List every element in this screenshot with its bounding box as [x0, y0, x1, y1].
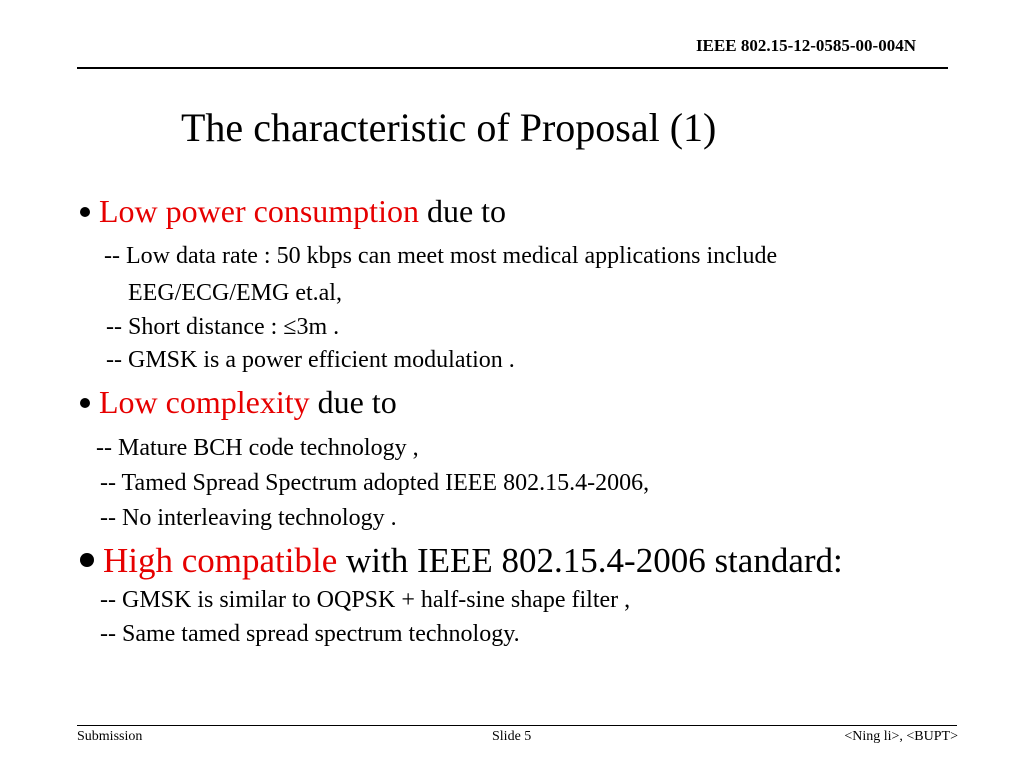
bullet-highlight: High compatible	[103, 541, 338, 580]
header-divider	[77, 67, 948, 69]
bullet-dot-icon	[80, 553, 94, 567]
footer-submission: Submission	[77, 729, 143, 744]
bullet-low-power	[80, 192, 506, 230]
bullet-text: with IEEE 802.15.4-2006 standard:	[337, 541, 843, 580]
bullet-text: due to	[418, 193, 507, 229]
footer-divider	[77, 725, 957, 726]
footer-slide-number: Slide 5	[492, 729, 532, 744]
sub-item: -- GMSK is similar to OQPSK + half-sine shape filter ,	[100, 587, 631, 613]
sub-item: -- Mature BCH code technology ,	[96, 435, 419, 461]
document-id: IEEE 802.15-12-0585-00-004N	[695, 36, 916, 55]
bullet-dot-icon	[80, 207, 90, 217]
slide-title: The characteristic of Proposal (1)	[181, 105, 717, 150]
sub-item: -- Same tamed spread spectrum technology.	[100, 621, 520, 647]
footer-author: <Ning li>, <BUPT>	[844, 729, 958, 744]
sub-item: -- No interleaving technology .	[100, 505, 397, 531]
sub-item: -- Tamed Spread Spectrum adopted IEEE 802.15.4-2006,	[100, 470, 650, 496]
bullet-highlight: Low complexity	[99, 384, 310, 420]
sub-item: -- Short distance : ≤3m .	[106, 314, 340, 340]
bullet-high-compatible	[80, 540, 843, 582]
sub-item: -- Low data rate : 50 kbps can meet most medical applications include	[104, 243, 778, 269]
sub-item: EEG/ECG/EMG et.al,	[128, 280, 342, 306]
bullet-dot-icon	[80, 398, 90, 408]
bullet-low-complexity	[80, 383, 397, 421]
sub-item: -- GMSK is a power efficient modulation .	[106, 347, 515, 373]
bullet-text: due to	[309, 384, 397, 420]
bullet-highlight: Low power consumption	[99, 193, 419, 229]
